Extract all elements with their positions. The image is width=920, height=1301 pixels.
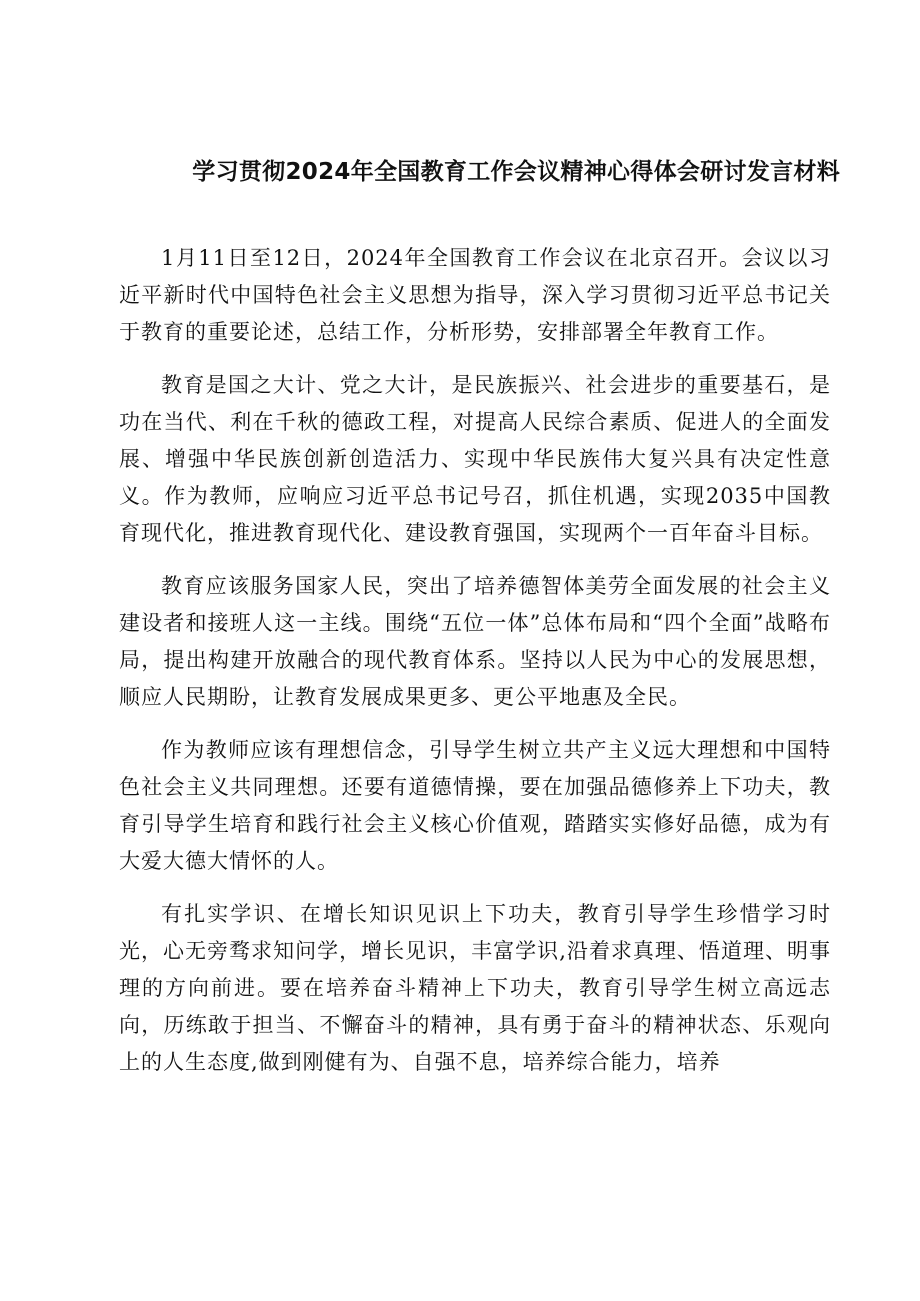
document-title: 学习贯彻2024年全国教育工作会议精神心得体会研讨发言材料 (192, 159, 840, 185)
paragraph-education-importance: 教育是国之大计、党之大计，是民族振兴、社会进步的重要基石，是功在当代、利在千秋的德政工程，对提高人民综合素质、促进人的全面发展、增强中华民族创新创造活力、实现中华民族伟大复兴具有决定性意义。作为教师，应响应习近平总书记号召，抓住机遇，实现2035中国教育现代化，推进教育现代化、建设教育强国，实现两个一百年奋斗目标。 (119, 373, 831, 545)
paragraph-knowledge-struggle: 有扎实学识、在增长知识见识上下功夫，教育引导学生珍惜学习时光，心无旁骛求知问学，增长见识，丰富学识,沿着求真理、悟道理、明事理的方向前进。要在培养奋斗精神上下功夫，教育引导学生树立高远志向，历练敢于担当、不懈奋斗的精神，具有勇于奋斗的精神状态、乐观向上的人生态度,做到刚健有为、自强不息，培养综合能力，培养 (119, 902, 831, 1074)
paragraph-meeting-intro: 1月11日至12日，2024年全国教育工作会议在北京召开。会议以习近平新时代中国特色社会主义思想为指导，深入学习贯彻习近平总书记关于教育的重要论述，总结工作，分析形势，安排部署全年教育工作。 (119, 246, 831, 344)
paragraph-serve-people: 教育应该服务国家人民，突出了培养德智体美劳全面发展的社会主义建设者和接班人这一主线。围绕“五位一体”总体布局和“四个全面”战略布局，提出构建开放融合的现代教育体系。坚持以人民为中心的发展思想，顺应人民期盼，让教育发展成果更多、更公平地惠及全民。 (119, 574, 831, 709)
document-body (119, 240, 831, 1097)
paragraph-teacher-ideals: 作为教师应该有理想信念，引导学生树立共产主义远大理想和中国特色社会主义共同理想。还要有道德情操，要在加强品德修养上下功夫，教育引导学生培育和践行社会主义核心价值观，踏踏实实修好品德，成为有大爱大德大情怀的人。 (119, 738, 831, 873)
